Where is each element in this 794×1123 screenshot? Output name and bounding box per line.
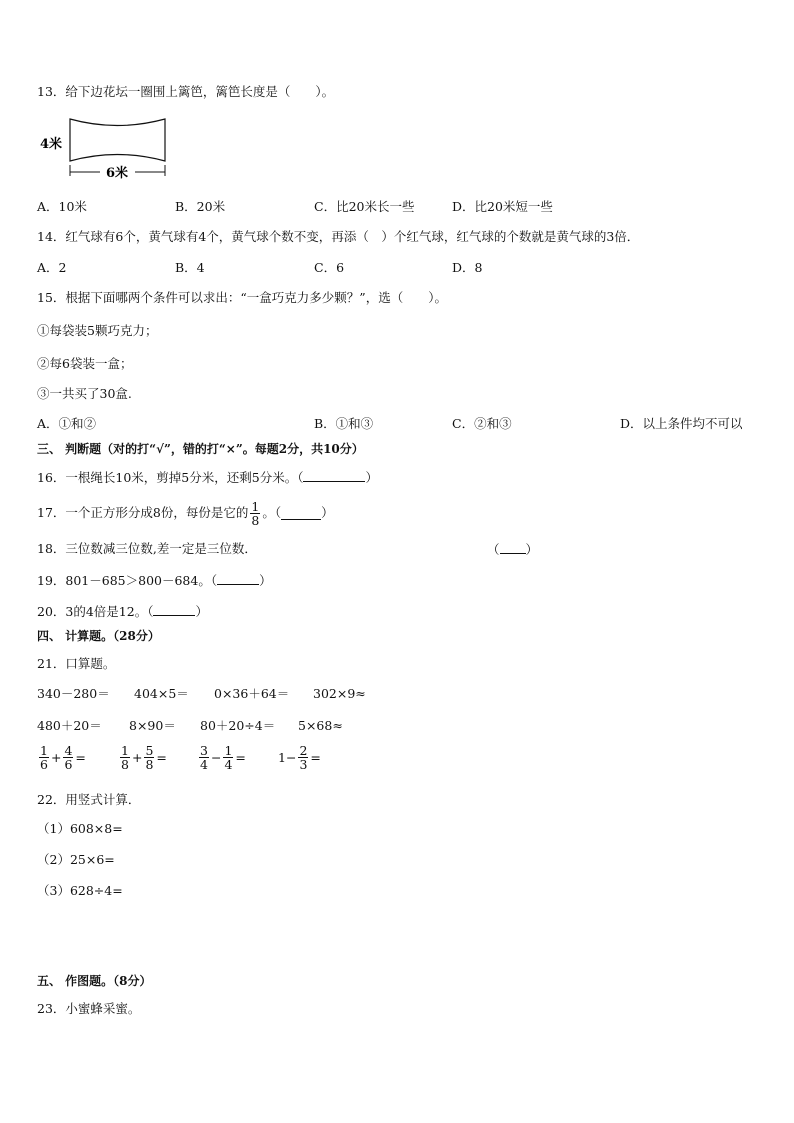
q17-close: ） (321, 505, 334, 520)
q14-option-b[interactable]: B．4 (175, 260, 205, 275)
q16-text: 16．一根绳长10米，剪掉5分米，还剩5分米。（ (37, 470, 304, 485)
q13-option-c[interactable]: C．比20米长一些 (314, 199, 415, 214)
q18-close: ） (525, 542, 539, 557)
q13-option-d[interactable]: D．比20米短一些 (452, 199, 553, 214)
q22-stem: 22．用竖式计算． (37, 792, 141, 807)
q22-item-3: （3）628÷4= (37, 883, 123, 898)
q17 (37, 492, 334, 534)
q21-row1-item2: 404×5＝ (134, 686, 189, 701)
section4-title: 四、 计算题。（28分） (37, 629, 160, 643)
q15-option-c[interactable]: C．②和③ (452, 416, 512, 431)
q22-item-2: （2）25×6= (37, 852, 115, 867)
q17-text: 17．一个正方形分成8份，每份是它的 (37, 505, 249, 520)
q21-row3-item2: $\frac{1}{8}$ + $\frac{5}{8}$ = (121, 743, 167, 772)
q16-answer-blank[interactable] (303, 469, 365, 482)
q17-answer-blank[interactable] (281, 507, 321, 520)
q15-option-d[interactable]: D．以上条件均不可以 (620, 416, 743, 431)
q17-after: 。（ (262, 505, 282, 520)
q21-row2-item2: 8×90＝ (129, 718, 176, 733)
q15-option-a[interactable]: A．①和② (37, 416, 97, 431)
q18-answer (487, 541, 538, 558)
flowerbed-diagram (40, 110, 175, 185)
q21-row2-item4: 5×68≈ (298, 718, 343, 733)
flowerbed-figure (40, 110, 175, 185)
q19 (37, 572, 272, 589)
q14-stem: 14．红气球有6个，黄气球有4个，黄气球个数不变，再添（ ）个红气球，红气球的个数就是黄气球的3倍． (37, 229, 640, 244)
section5-title: 五、 作图题。（8分） (37, 974, 152, 988)
q21-row2-item1: 480＋20＝ (37, 718, 102, 733)
q13-option-a[interactable]: A．10米 (37, 199, 87, 214)
q20 (37, 603, 208, 620)
q16 (37, 469, 378, 486)
q19-close: ） (259, 573, 272, 588)
q14-option-d[interactable]: D．8 (452, 260, 483, 275)
q18-open: （ (487, 542, 500, 557)
q20-close: ） (195, 604, 208, 619)
flowerbed-outline (70, 119, 165, 161)
q18-text: 18．三位数减三位数,差一定是三位数． (37, 541, 257, 556)
q21-row2-item3: 80＋20÷4＝ (200, 718, 276, 733)
q16-close: ） (365, 470, 378, 485)
q13-option-b[interactable]: B．20米 (175, 199, 226, 214)
q14-option-c[interactable]: C．6 (314, 260, 345, 275)
section3-title: 三、 判断题（对的打“√”，错的打“×”。每题2分，共10分） (37, 442, 364, 456)
q21-row1-item4: 302×9≈ (313, 686, 366, 701)
q21-row3-item3: $\frac{3}{4}$ − $\frac{1}{4}$ = (200, 743, 246, 772)
q17-fraction (250, 500, 260, 527)
q15-option-b[interactable]: B．①和③ (314, 416, 374, 431)
q17-frac-den: 8 (251, 512, 260, 528)
q18-answer-blank[interactable] (500, 541, 526, 554)
q15-condition-3: ③一共买了30盒. (37, 386, 132, 401)
q23-stem: 23．小蜜蜂采蜜。 (37, 1001, 141, 1016)
q21-row3-item4: 1− $\frac{2}{3}$ = (278, 743, 321, 772)
q15-condition-2: ②每6袋装一盒； (37, 356, 133, 371)
q20-text: 20．3的4倍是12。（ (37, 604, 154, 619)
q22-item-1: （1）608×8= (37, 821, 123, 836)
width-label: 6米 (105, 166, 129, 181)
q19-answer-blank[interactable] (217, 572, 259, 585)
q20-answer-blank[interactable] (153, 603, 195, 616)
q21-row3-item1: $\frac{1}{6}$ + $\frac{4}{6}$ = (40, 743, 86, 772)
q15-stem: 15．根据下面哪两个条件可以求出：“一盒巧克力多少颗？”，选（ ）。 (37, 290, 447, 305)
q19-text: 19．801－685＞800－684。（ (37, 573, 218, 588)
q21-stem: 21．口算题。 (37, 656, 116, 671)
q17-frac-num: 1 (251, 498, 260, 514)
q21-row1-item1: 340－280＝ (37, 686, 110, 701)
q21-row1-item3: 0×36＋64＝ (214, 686, 290, 701)
q14-option-a[interactable]: A．2 (37, 260, 67, 275)
q15-condition-1: ①每袋装5颗巧克力； (37, 323, 158, 338)
height-label: 4米 (40, 137, 63, 152)
q13-stem: 13．给下边花坛一圈围上篱笆，篱笆长度是（ ）。 (37, 84, 335, 99)
